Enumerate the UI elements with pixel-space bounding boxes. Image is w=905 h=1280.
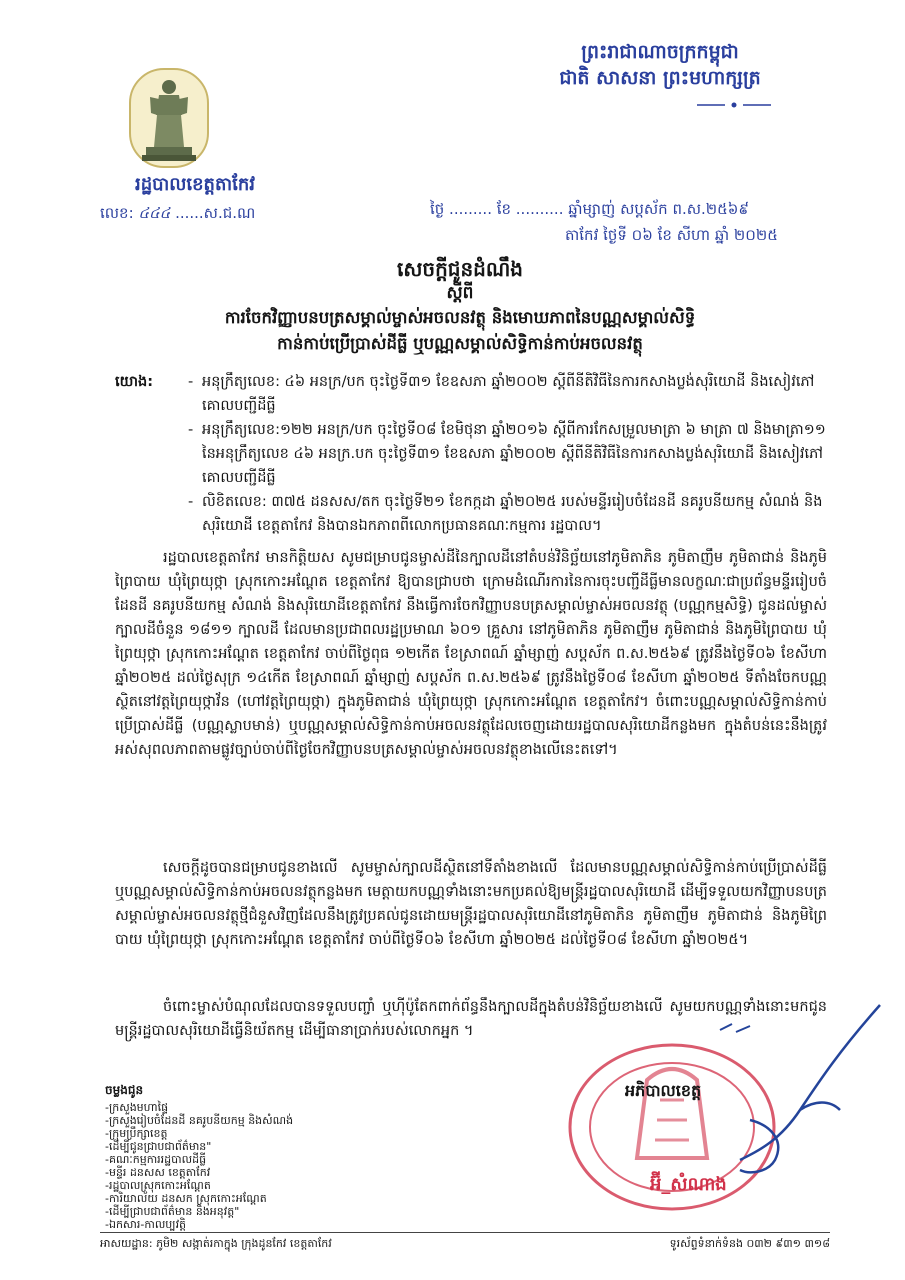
recipient-item: -ដើម្បីជ្រាបជាព័ត៌មាន និងអនុវត្ត": [105, 1205, 240, 1218]
signatory-name: អ៊ី_សំណាង: [650, 1174, 727, 1195]
page-footer: [100, 1232, 830, 1253]
recipient-item: -ឯកសារ-កាលប្បវត្តិ: [105, 1218, 187, 1231]
recipient-item: -ការិយាល័យ ដនសក ស្រុកកោះអណ្តែត: [105, 1192, 267, 1205]
national-motto: ជាតិ សាសនា ព្រះមហាក្សត្រ: [559, 67, 761, 89]
motto-ornament: [695, 93, 773, 99]
recipient-label: ចម្លងជូន: [105, 1083, 144, 1097]
reference-dash: -: [188, 494, 194, 510]
signatory-title: អភិបាលខេត្ត: [625, 1081, 702, 1100]
recipient-list: [105, 1084, 293, 1231]
solar-date: តាកែវ ថ្ងៃទី ០៦ ខែ សីហា ឆ្នាំ ២០២៥: [565, 226, 778, 244]
recipient-item: -គណៈកម្មការរដ្ឋបាលដីធ្លី: [105, 1153, 207, 1166]
recipient-item: -មន្ទីរ ដនសស ខេត្តតាកែវ: [105, 1166, 211, 1179]
reference-item: លិខិតលេខ: ៣៧៥ ដនសស/តក ចុះថ្ងៃទី២១ ខែកក្កដា ឆ្នាំ២០២៥ របស់មន្ទីររៀបចំដែនដី នគរូបនីយកម្ម សំណង់ និងសុរិយោដី ខេត្តតាកែវ និងបានឯកភាពពីលោកប្រធានគណៈកម្មការ រដ្ឋបាល។: [202, 494, 823, 534]
recipient-item: -ក្រសួងមហាផ្ទៃ: [105, 1101, 169, 1114]
contact-phone: ទូរស័ព្ទទំនាក់ទំនង ០៣២ ៩៣១ ៣១៨: [669, 1237, 830, 1250]
kingdom-title: ព្រះរាជាណាចក្រកម្ពុជា: [581, 41, 739, 63]
subject-line-2: កាន់កាប់ប្រើប្រាស់ដីធ្លី ឬបណ្ណសម្គាល់សិទ្ធិកាន់កាប់អចលនវត្ថុ: [277, 334, 643, 353]
recipient-item: -ដើម្បីជូនជ្រាបជាព័ត៌មាន": [105, 1140, 212, 1153]
references-label: យោង:: [115, 374, 154, 390]
recipient-item: -ក្រសួងរៀបចំដែនដី នគរូបនីយកម្ម និងសំណង់: [105, 1114, 294, 1127]
reference-item: អនុក្រឹត្យលេខ:១២២ អនក្រ/បក ចុះថ្ងៃទី០៨ ខែមិថុនា ឆ្នាំ២០១៦ ស្តីពីការកែសម្រួលមាត្រា ៦ មាត្រា ៧ និងមាត្រា១១ នៃអនុក្រឹត្យលេខ ៤៦ អនក្រ.បក ចុះថ្ងៃទី៣១ ខែឧសភា ឆ្នាំ២០០២ ស្តីពីនីតិវិធីនៃការកសាងប្លង់សុរិយោដី និងសៀវភៅគោលបញ្ជីដីធ្លី: [202, 422, 826, 486]
office-address: អាសយដ្ឋាន: ភូមិ២ សង្កាត់រកាក្នុង ក្រុងដូនកែវ ខេត្តតាកែវ: [100, 1237, 332, 1250]
body-paragraph-3: ចំពោះម្ចាស់បំណុលដែលបានទទួលបញ្ចាំ ឬហ៊ីប៉ូតែកពាក់ព័ន្ធនឹងក្បាលដីក្នុងតំបន់វិនិច្ឆ័យខាងលើ សូមយកបណ្ណទាំងនោះមកជូនមន្ត្រីរដ្ឋបាលសុរិយោដីធ្វើនិយ័តកម្ម ដើម្បីធានាប្រាក់របស់លោកអ្នក ។: [115, 999, 827, 1039]
reference-item: អនុក្រឹត្យលេខ: ៤៦ អនក្រ/បក ចុះថ្ងៃទី៣១ ខែឧសភា ឆ្នាំ២០០២ ស្តីពីនីតិវិធីនៃការកសាងប្លង់សុរិយោដី និងសៀវភៅគោលបញ្ជីដីធ្លី: [202, 374, 815, 414]
subject-line-1: ការចែកវិញ្ញាបនបត្រសម្គាល់ម្ចាស់អចលនវត្ថុ និងមោឃភាពនៃបណ្ណសម្គាល់សិទ្ធិ: [224, 308, 696, 327]
reference-dash: -: [188, 374, 194, 390]
handwritten-signature: [680, 1000, 900, 1190]
reference-number: លេខ: ៤៤៤ ......ស.ជ.ណ: [100, 204, 256, 222]
lunar-date: ថ្ងៃ ......... ខែ .......... ឆ្នាំម្សាញ់ សប្តស័ក ព.ស.២៥៦៩: [430, 200, 750, 218]
reference-dash: -: [188, 422, 194, 438]
document-title: សេចក្តីជូនដំណឹង: [397, 257, 523, 281]
subject-label: ស្តីពី: [446, 283, 474, 303]
issuing-office: រដ្ឋបាលខេត្តតាកែវ: [135, 174, 255, 195]
handwritten-ref: ៤៤៤: [138, 204, 171, 222]
recipient-item: -រដ្ឋបាលស្រុកកោះអណ្តែត: [105, 1179, 211, 1192]
provincial-emblem: [128, 67, 210, 169]
body-paragraph-2: សេចក្តីដូចបានជម្រាបជូនខាងលើ សូមម្ចាស់ក្បាលដីស្ថិតនៅទីតាំងខាងលើ ដែលមានបណ្ណសម្គាល់សិទ្ធិកាន់កាប់ប្រើប្រាស់ដីធ្លី ឬបណ្ណសម្គាល់សិទ្ធិកាន់កាប់អចលនវត្ថុកន្លងមក មេត្តាយកបណ្ណទាំងនោះមកប្រគល់ឱ្យមន្ត្រីរដ្ឋបាលសុរិយោដី ដើម្បីទទួលយកវិញ្ញាបនបត្រសម្គាល់ម្ចាស់អចលនវត្ថុថ្មីជំនួសវិញដែលនឹងត្រូវប្រគល់ជូនដោយមន្ត្រីរដ្ឋបាលសុរិយោដីនៅភូមិតាភិន ភូមិតាញឹម ភូមិតាជាន់ និងភូមិព្រៃបាយ ឃុំព្រៃយុថ្កា ស្រុកកោះអណ្តែត ខេត្តតាកែវ ចាប់ពីថ្ងៃទី០៦ ខែសីហា ឆ្នាំ២០២៥ ដល់ថ្ងៃទី០៨ ខែសីហា ឆ្នាំ២០២៥។: [115, 860, 827, 948]
recipient-item: -ក្រុមប្រឹក្សាខេត្ត: [105, 1127, 168, 1140]
body-paragraph-1: រដ្ឋបាលខេត្តតាកែវ មានកិត្តិយស សូមជម្រាបជូនម្ចាស់ដីនៃក្បាលដីនៅតំបន់វិនិច្ឆ័យនៅភូមិតាភិន ភូមិតាញឹម ភូមិតាជាន់ និងភូមិព្រៃបាយ ឃុំព្រៃយុថ្កា ស្រុកកោះអណ្តែត ខេត្តតាកែវ ឱ្យបានជ្រាបថា ក្រោមដំណើរការនៃការចុះបញ្ជីដីធ្លីមានលក្ខណៈជាប្រព័ន្ធមន្ទីររៀបចំដែនដី នគរូបនីយកម្ម សំណង់ និងសុរិយោដីខេត្តតាកែវ នឹងធ្វើការចែកវិញ្ញាបនបត្រសម្គាល់ម្ចាស់អចលនវត្ថុ (បណ្ណកម្មសិទ្ធិ) ជូនដល់ម្ចាស់ក្បាលដីចំនួន ១៨១១ ក្បាលដី ដែលមានប្រជាពលរដ្ឋប្រមាណ ៦០១ គ្រួសារ នៅភូមិតាភិន ភូមិតាញឹម ភូមិតាជាន់ និងភូមិព្រៃបាយ ឃុំព្រៃយុថ្កា ស្រុកកោះអណ្តែត ខេត្តតាកែវ ចាប់ពីថ្ងៃពុធ ១២កើត ខែស្រាពណ៍ ឆ្នាំម្សាញ់ សប្តស័ក ព.ស.២៥៦៩ ត្រូវនឹងថ្ងៃទី០៦ ខែសីហា ឆ្នាំ២០២៥ ដល់ថ្ងៃសុក្រ ១៤កើត ខែស្រាពណ៍ ឆ្នាំម្សាញ់ សប្តស័ក ព.ស.២៥៦៩ ត្រូវនឹងថ្ងៃទី០៨ ខែសីហា ឆ្នាំ២០២៥ ទីតាំងចែកបណ្ណស្ថិតនៅវត្តព្រៃយុថ្កាវ័ន (ហៅវត្តព្រៃយុថ្កា) ក្នុងភូមិតាជាន់ ឃុំព្រៃយុថ្កា ស្រុកកោះអណ្តែត ខេត្តតាកែវ។ ចំពោះបណ្ណសម្គាល់សិទ្ធិកាន់កាប់ប្រើប្រាស់ដីធ្លី (បណ្ណស្លាបមាន់) ឬបណ្ណសម្គាល់សិទ្ធិកាន់កាប់អចលនវត្ថុដែលចេញដោយរដ្ឋបាលសុរិយោដីកន្លងមក ក្នុងតំបន់នេះនឹងត្រូវអស់សុពលភាពតាមផ្លូវច្បាប់ចាប់ពីថ្ងៃចែកវិញ្ញាបនបត្រសម្គាល់ម្ចាស់អចលនវត្ថុខាងលើនេះតទៅ។: [115, 550, 827, 758]
